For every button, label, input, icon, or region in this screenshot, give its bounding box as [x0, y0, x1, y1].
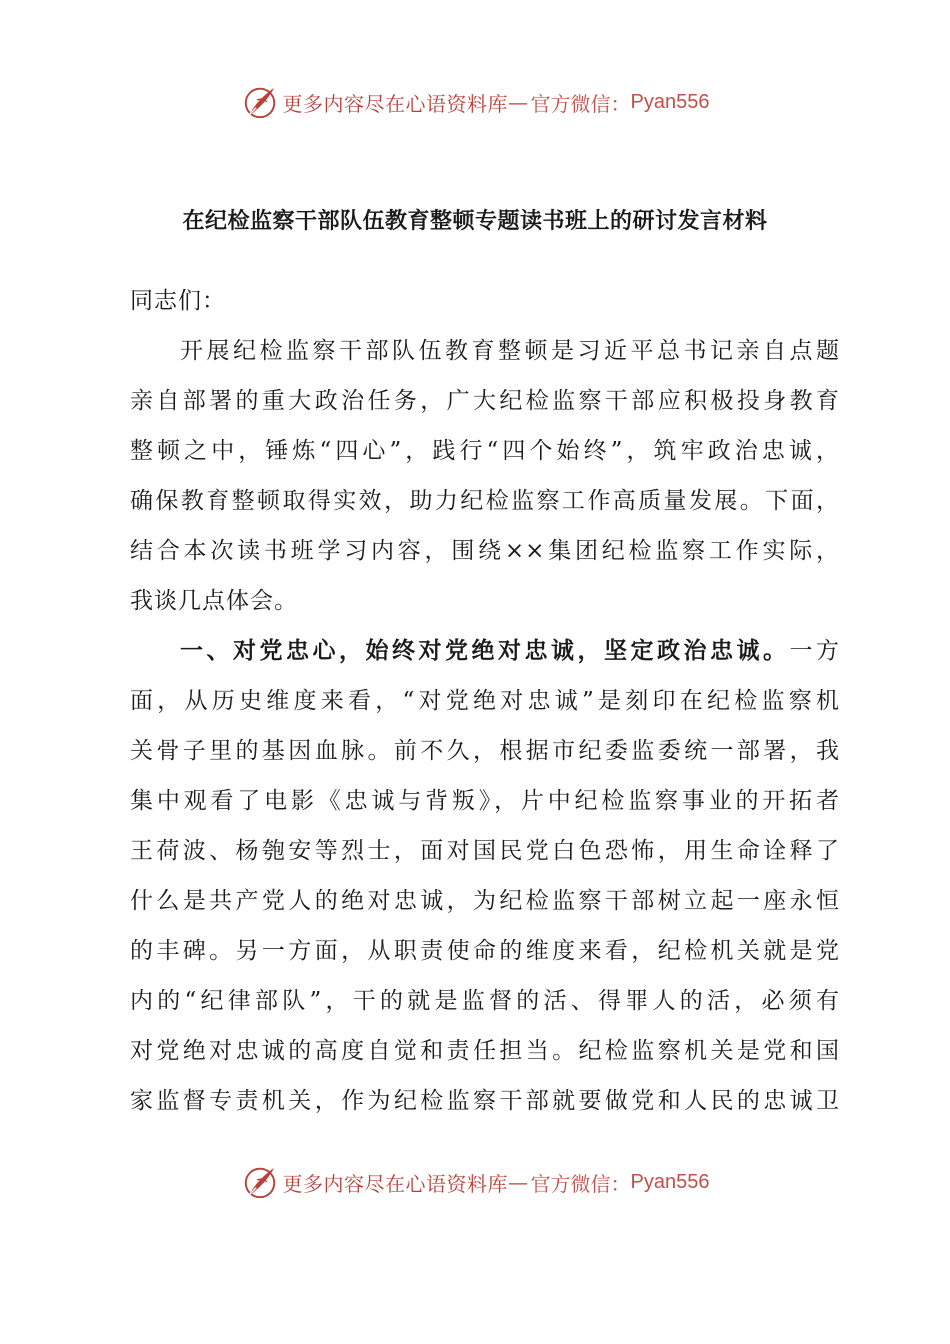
section1-heading: 一、对党忠心，始终对党绝对忠诚，坚定政治忠诚。 — [180, 637, 790, 664]
quill-logo-icon — [241, 83, 279, 121]
section1-line: 王荷波、杨匏安等烈士，面对国民党白色恐怖，用生命诠释了 — [130, 838, 840, 864]
section1-line: 的丰碑。另一方面，从职责使命的维度来看，纪检机关就是党 — [130, 938, 840, 964]
section1-line: 关骨子里的基因血脉。前不久，根据市纪委监委统一部署，我 — [130, 738, 840, 764]
section1-line: 对党绝对忠诚的高度自觉和责任担当。纪检监察机关是党和国 — [130, 1038, 840, 1064]
quill-logo-icon — [241, 1163, 279, 1201]
banner-dash: — — [508, 90, 529, 114]
section1-line: 集中观看了电影《忠诚与背叛》，片中纪检监察事业的开拓者 — [130, 788, 840, 814]
intro-line: 确保教育整顿取得实效，助力纪检监察工作高质量发展。下面， — [130, 488, 840, 514]
document-title: 在纪检监察干部队伍教育整顿专题读书班上的研讨发言材料 — [182, 208, 768, 234]
intro-line: 我谈几点体会。 — [130, 588, 298, 614]
section1-line: 什么是共产党人的绝对忠诚，为纪检监察干部树立起一座永恒 — [130, 888, 840, 914]
section1-first-tail: 一方 — [789, 638, 840, 664]
header-watermark-banner — [0, 80, 950, 124]
intro-line: 亲自部署的重大政治任务，广大纪检监察干部应积极投身教育 — [130, 388, 840, 414]
footer-watermark-banner — [0, 1160, 950, 1204]
intro-line: 结合本次读书班学习内容，围绕××集团纪检监察工作实际， — [130, 538, 840, 564]
section1-first-line — [130, 626, 840, 676]
section1-line: 家监督专责机关，作为纪检监察干部就要做党和人民的忠诚卫 — [130, 1088, 840, 1114]
document-body — [130, 276, 840, 1126]
banner-dash: — — [508, 1170, 529, 1194]
banner-wechat-label: 官方微信： — [530, 91, 631, 116]
intro-line: 整顿之中，锤炼“四心”，践行“四个始终”，筑牢政治忠诚， — [130, 438, 840, 464]
banner-wechat-label: 官方微信： — [530, 1171, 631, 1196]
intro-line: 开展纪检监察干部队伍教育整顿是习近平总书记亲自点题 — [180, 338, 840, 364]
banner-wechat-id: Pyan556 — [630, 1170, 710, 1193]
salutation: 同志们： — [130, 288, 226, 314]
banner-promo-text: 更多内容尽在心语资料库 — [282, 91, 509, 116]
section1-line: 内的“纪律部队”，干的就是监督的活、得罪人的活，必须有 — [130, 988, 840, 1014]
section1-line: 面，从历史维度来看，“对党绝对忠诚”是刻印在纪检监察机 — [130, 688, 840, 714]
banner-promo-text: 更多内容尽在心语资料库 — [282, 1171, 509, 1196]
banner-wechat-id: Pyan556 — [630, 90, 710, 113]
